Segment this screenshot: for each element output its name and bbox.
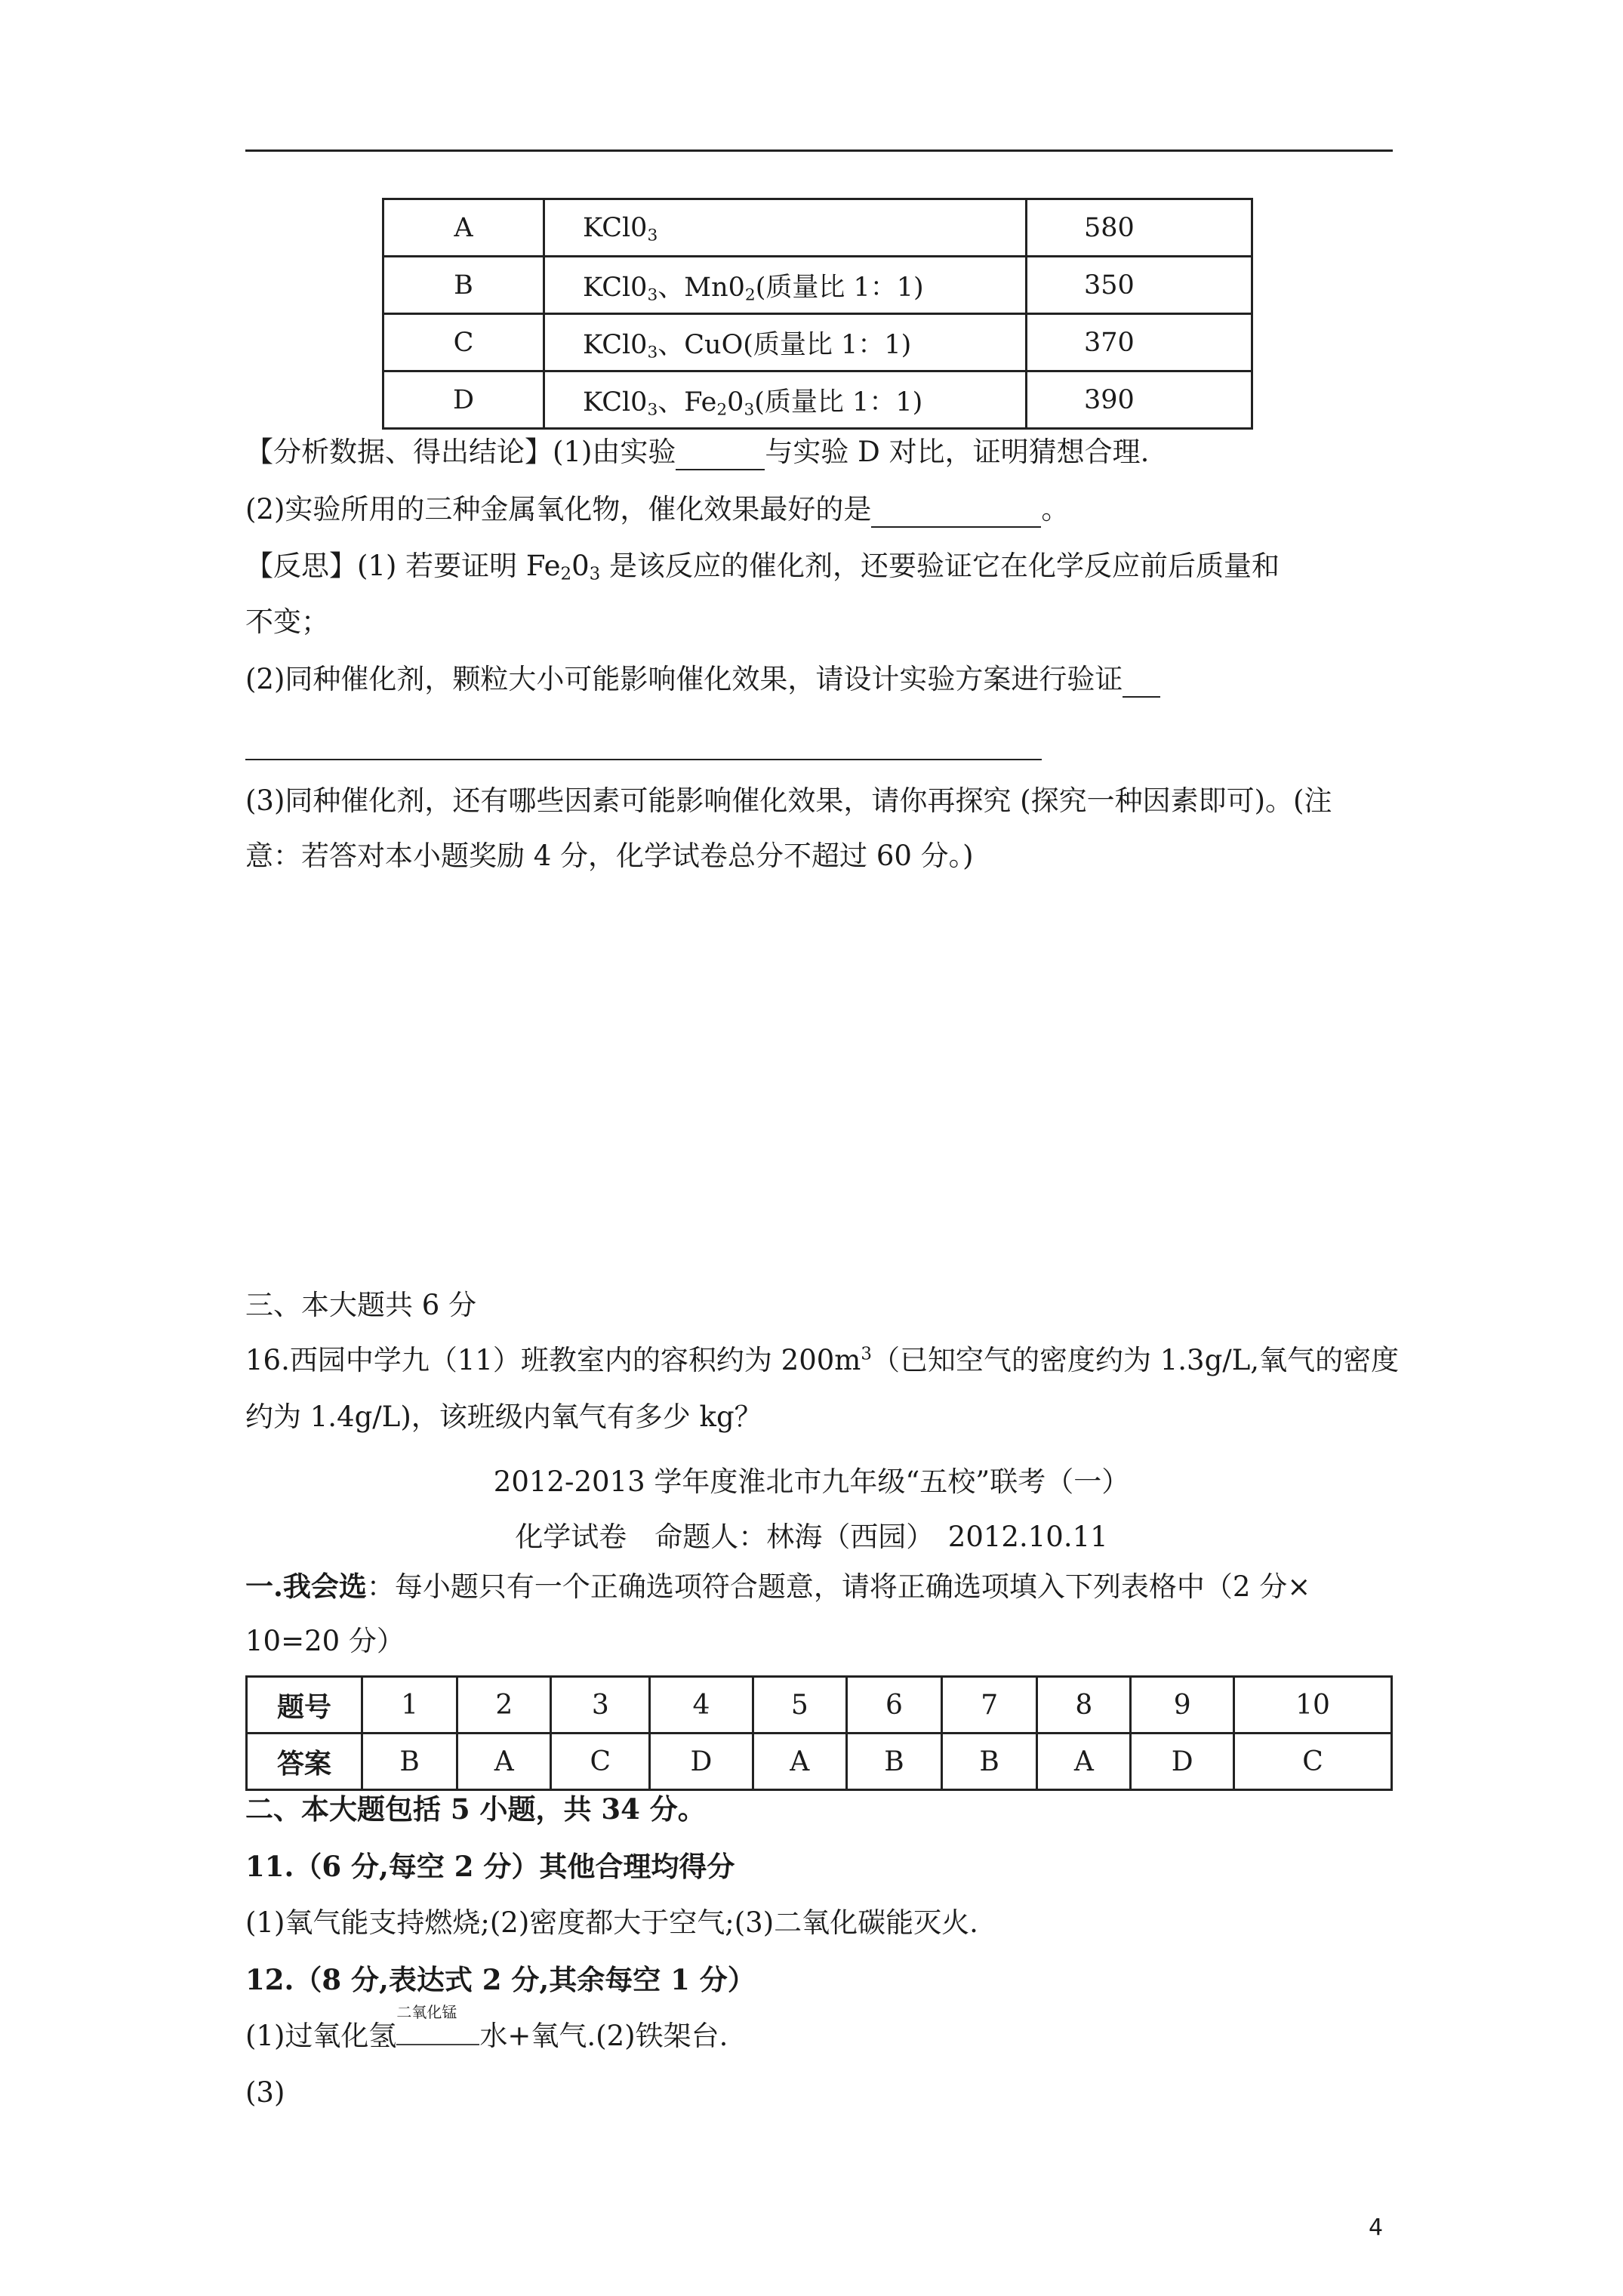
question-number-cell: 7 [942, 1677, 1037, 1734]
question-number-cell: 3 [551, 1677, 650, 1734]
reflection-line-2: 不变； [245, 606, 329, 638]
subscript: 2 [560, 564, 572, 584]
part-1-instructions: ：每小题只有一个正确选项符合题意，请将正确选项填入下列表格中（2 分× [366, 1570, 1311, 1603]
answer-text: 水+氧气.(2)铁架台. [479, 2020, 728, 2052]
experiment-row [383, 199, 1252, 257]
answer-table-answer-row [247, 1734, 1392, 1790]
experiment-value: 390 [1027, 371, 1252, 429]
reflection-text: 是该反应的催化剂，还要验证它在化学反应前后质量和 [600, 550, 1280, 582]
experiment-substance: $KCl0_3$ [544, 199, 1027, 257]
part-1-heading: 一.我会选 [245, 1570, 367, 1603]
answer-blank [676, 436, 765, 470]
question-16-line-2: 约为 1.4g/L)，该班级内氧气有多少 kg？ [245, 1401, 762, 1433]
row-label: 答案 [247, 1734, 362, 1790]
answer-cell: A [1037, 1734, 1131, 1790]
answer-table [245, 1675, 1393, 1791]
subscript: 3 [589, 564, 601, 584]
page-number: 4 [1369, 2214, 1384, 2241]
experiment-substance: $KCl0_3$、$Mn0_2$(质量比 1：1) [544, 257, 1027, 314]
answer-cell: C [1233, 1734, 1391, 1790]
answer-cell: C [551, 1734, 650, 1790]
reflection-line-4: (3)同种催化剂，还有哪些因素可能影响催化效果，请你再探究 (探究一种因素即可)。(注 [245, 784, 1332, 817]
question-number-cell: 8 [1037, 1677, 1131, 1734]
question-12-heading: 12.（8 分,表达式 2 分,其余每空 1 分） [245, 1963, 756, 1996]
question-12-answer [245, 2003, 728, 2053]
reflection-text: 0 [571, 550, 590, 582]
question-text: 16.西园中学九（11）班教室内的容积约为 200m [245, 1344, 861, 1376]
part-1-line-2: 10=20 分） [245, 1625, 405, 1657]
experiment-substance: $KCl0_3$、CuO(质量比 1：1) [544, 314, 1027, 371]
reflection-line-3 [245, 663, 1160, 698]
experiment-table [382, 198, 1253, 430]
question-number-cell: 9 [1131, 1677, 1234, 1734]
reflection-line-1 [245, 550, 1280, 583]
answer-blank [871, 493, 1041, 528]
question-12-line-3: (3) [245, 2076, 285, 2109]
answer-cell: B [362, 1734, 457, 1790]
experiment-substance: $KCl0_3$、$Fe_20_3$(质量比 1：1) [544, 371, 1027, 429]
answer-table-number-row [247, 1677, 1392, 1734]
answer-text: (1)过氧化氢 [245, 2020, 397, 2052]
header-rule [245, 149, 1393, 152]
section-3-heading: 三、本大题共 6 分 [245, 1289, 477, 1321]
answer-cell: A [457, 1734, 551, 1790]
question-16-line-1 [245, 1344, 1399, 1377]
experiment-row [383, 371, 1252, 429]
analysis-text: (2)实验所用的三种金属氧化物，催化效果最好的是 [245, 493, 872, 525]
question-number-cell: 6 [846, 1677, 941, 1734]
superscript: 3 [861, 1344, 872, 1364]
reflection-text: 【反思】(1) 若要证明 Fe [245, 550, 561, 582]
question-number-cell: 2 [457, 1677, 551, 1734]
reaction-arrow [396, 2003, 479, 2053]
catalyst-label: 二氧化锰 [396, 2003, 457, 2021]
row-label: 题号 [247, 1677, 362, 1734]
answer-cell: B [846, 1734, 941, 1790]
experiment-row [383, 314, 1252, 371]
experiment-value: 370 [1027, 314, 1252, 371]
question-number-cell: 5 [753, 1677, 846, 1734]
question-text: （已知空气的密度约为 1.3g/L,氧气的密度 [871, 1344, 1400, 1376]
experiment-label: B [383, 257, 544, 314]
question-11-answer: (1)氧气能支持燃烧;(2)密度都大于空气;(3)二氧化碳能灭火. [245, 1906, 978, 1939]
answer-cell: B [942, 1734, 1037, 1790]
reflection-line-5: 意：若答对本小题奖励 4 分，化学试卷总分不超过 60 分。) [245, 840, 974, 872]
part-2-heading: 二、本大题包括 5 小题，共 34 分。 [245, 1792, 706, 1826]
question-number-cell: 1 [362, 1677, 457, 1734]
reflection-text: (2)同种催化剂，颗粒大小可能影响催化效果，请设计实验方案进行验证 [245, 663, 1123, 695]
analysis-text: 。 [1041, 493, 1070, 525]
experiment-label: D [383, 371, 544, 429]
analysis-text: 与实验 D 对比，证明猜想合理. [765, 436, 1150, 468]
question-number-cell: 4 [650, 1677, 753, 1734]
analysis-line-1 [245, 436, 1149, 470]
answer-key-subtitle: 化学试卷 命题人：林海（西园） 2012.10.11 [515, 1521, 1108, 1553]
answer-blank [1123, 663, 1160, 698]
part-1-line-1 [245, 1570, 1310, 1604]
analysis-text: 【分析数据、得出结论】(1)由实验 [245, 436, 676, 468]
answer-key-title: 2012-2013 学年度淮北市九年级“五校”联考（一） [493, 1465, 1130, 1498]
answer-cell: A [753, 1734, 846, 1790]
question-11-heading: 11.（6 分,每空 2 分）其他合理均得分 [245, 1850, 735, 1883]
answer-cell: D [650, 1734, 753, 1790]
experiment-value: 580 [1027, 199, 1252, 257]
experiment-label: A [383, 199, 544, 257]
experiment-row [383, 257, 1252, 314]
answer-line [245, 759, 1042, 760]
answer-cell: D [1131, 1734, 1234, 1790]
experiment-label: C [383, 314, 544, 371]
analysis-line-2 [245, 493, 1069, 528]
question-number-cell: 10 [1233, 1677, 1391, 1734]
experiment-value: 350 [1027, 257, 1252, 314]
